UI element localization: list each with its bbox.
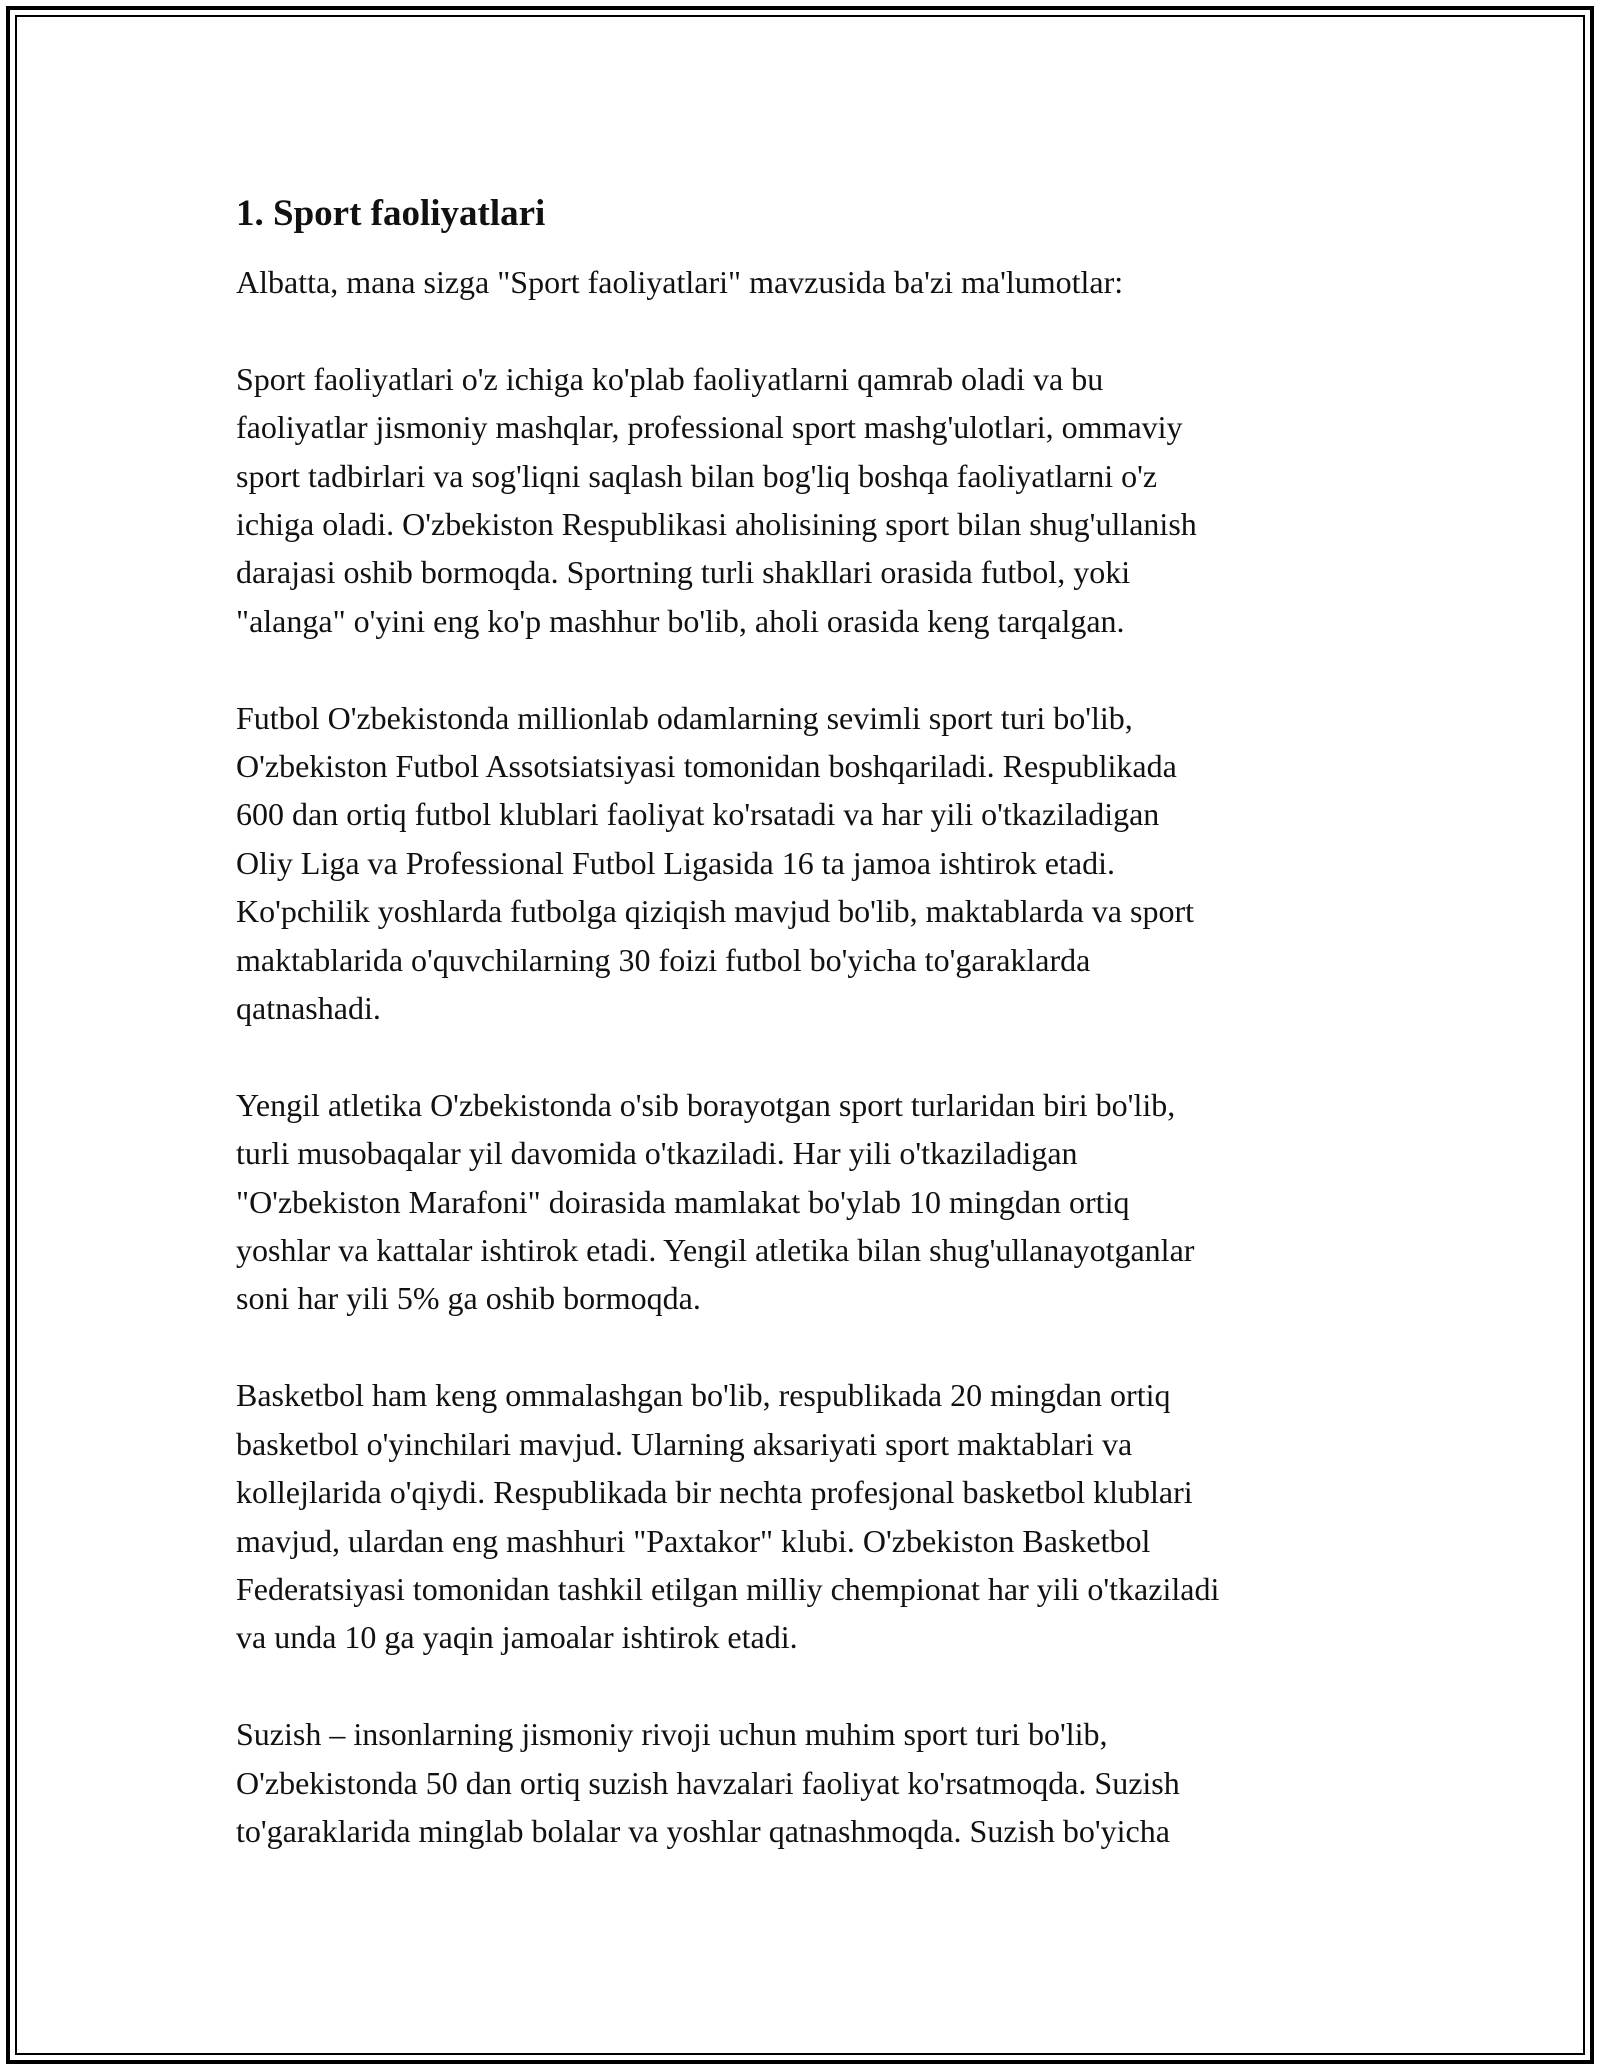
paragraph-football: Futbol O'zbekistonda millionlab odamlarning sevimli sport turi bo'lib, O'zbekiston Futbol Assotsiatsiyasi tomonidan boshqariladi. Respublikada 600 dan ortiq futbol klublari faoliyat ko'rsatadi va har yili o'tkaziladigan Oliy Liga va Professional Futbol Ligasida 16 ta jamoa ishtirok etadi. Ko'pchilik yoshlarda futbolga qiziqish mavjud bo'lib, maktablarda va sport maktablarida o'quvchilarning 30 foizi futbol bo'yicha to'garaklarda qatnashadi. [236, 699, 1194, 1027]
document-body [236, 188, 1386, 1904]
section-heading: 1. Sport faoliyatlari [236, 193, 546, 234]
paragraph-swimming: Suzish – insonlarning jismoniy rivoji uchun muhim sport turi bo'lib, O'zbekistonda 50 dan ortiq suzish havzalari faoliyat ko'rsatmoqda. Suzish to'garaklarida minglab bolalar va yoshlar qatnashmoqda. Suzish bo'yicha [236, 1716, 1180, 1849]
paragraph-basketball: Basketbol ham keng ommalashgan bo'lib, respublikada 20 mingdan ortiq basketbol o'yinchilari mavjud. Ularning aksariyati sport maktablari va kollejlarida o'qiydi. Respublikada bir nechta profesjonal basketbol klublari mavjud, ulardan eng mashhuri "Paxtakor" klubi. O'zbekiston Basketbol Federatsiyasi tomonidan tashkil etilgan milliy chempionat har yili o'tkaziladi va unda 10 ga yaqin jamoalar ishtirok etadi. [236, 1377, 1220, 1656]
intro-paragraph: Albatta, mana sizga "Sport faoliyatlari" mavzusida ba'zi ma'lumotlar: [236, 264, 1124, 300]
paragraph-sport-overview: Sport faoliyatlari o'z ichiga ko'plab faoliyatlarni qamrab oladi va bu faoliyatlar jismoniy mashqlar, professional sport mashg'ulotlari, ommaviy sport tadbirlari va sog'liqni saqlash bilan bog'liq boshqa faoliyatlarni o'z ichiga oladi. O'zbekiston Respublikasi aholisining sport bilan shug'ullanish darajasi oshib bormoqda. Sportning turli shakllari orasida futbol, yoki "alanga" o'yini eng ko'p mashhur bo'lib, aholi orasida keng tarqalgan. [236, 360, 1197, 639]
paragraph-athletics: Yengil atletika O'zbekistonda o'sib borayotgan sport turlaridan biri bo'lib, turli musobaqalar yil davomida o'tkaziladi. Har yili o'tkaziladigan "O'zbekiston Marafoni" doirasida mamlakat bo'ylab 10 mingdan ortiq yoshlar va kattalar ishtirok etadi. Yengil atletika bilan shug'ullanayotganlar soni har yili 5% ga oshib bormoqda. [236, 1086, 1195, 1317]
